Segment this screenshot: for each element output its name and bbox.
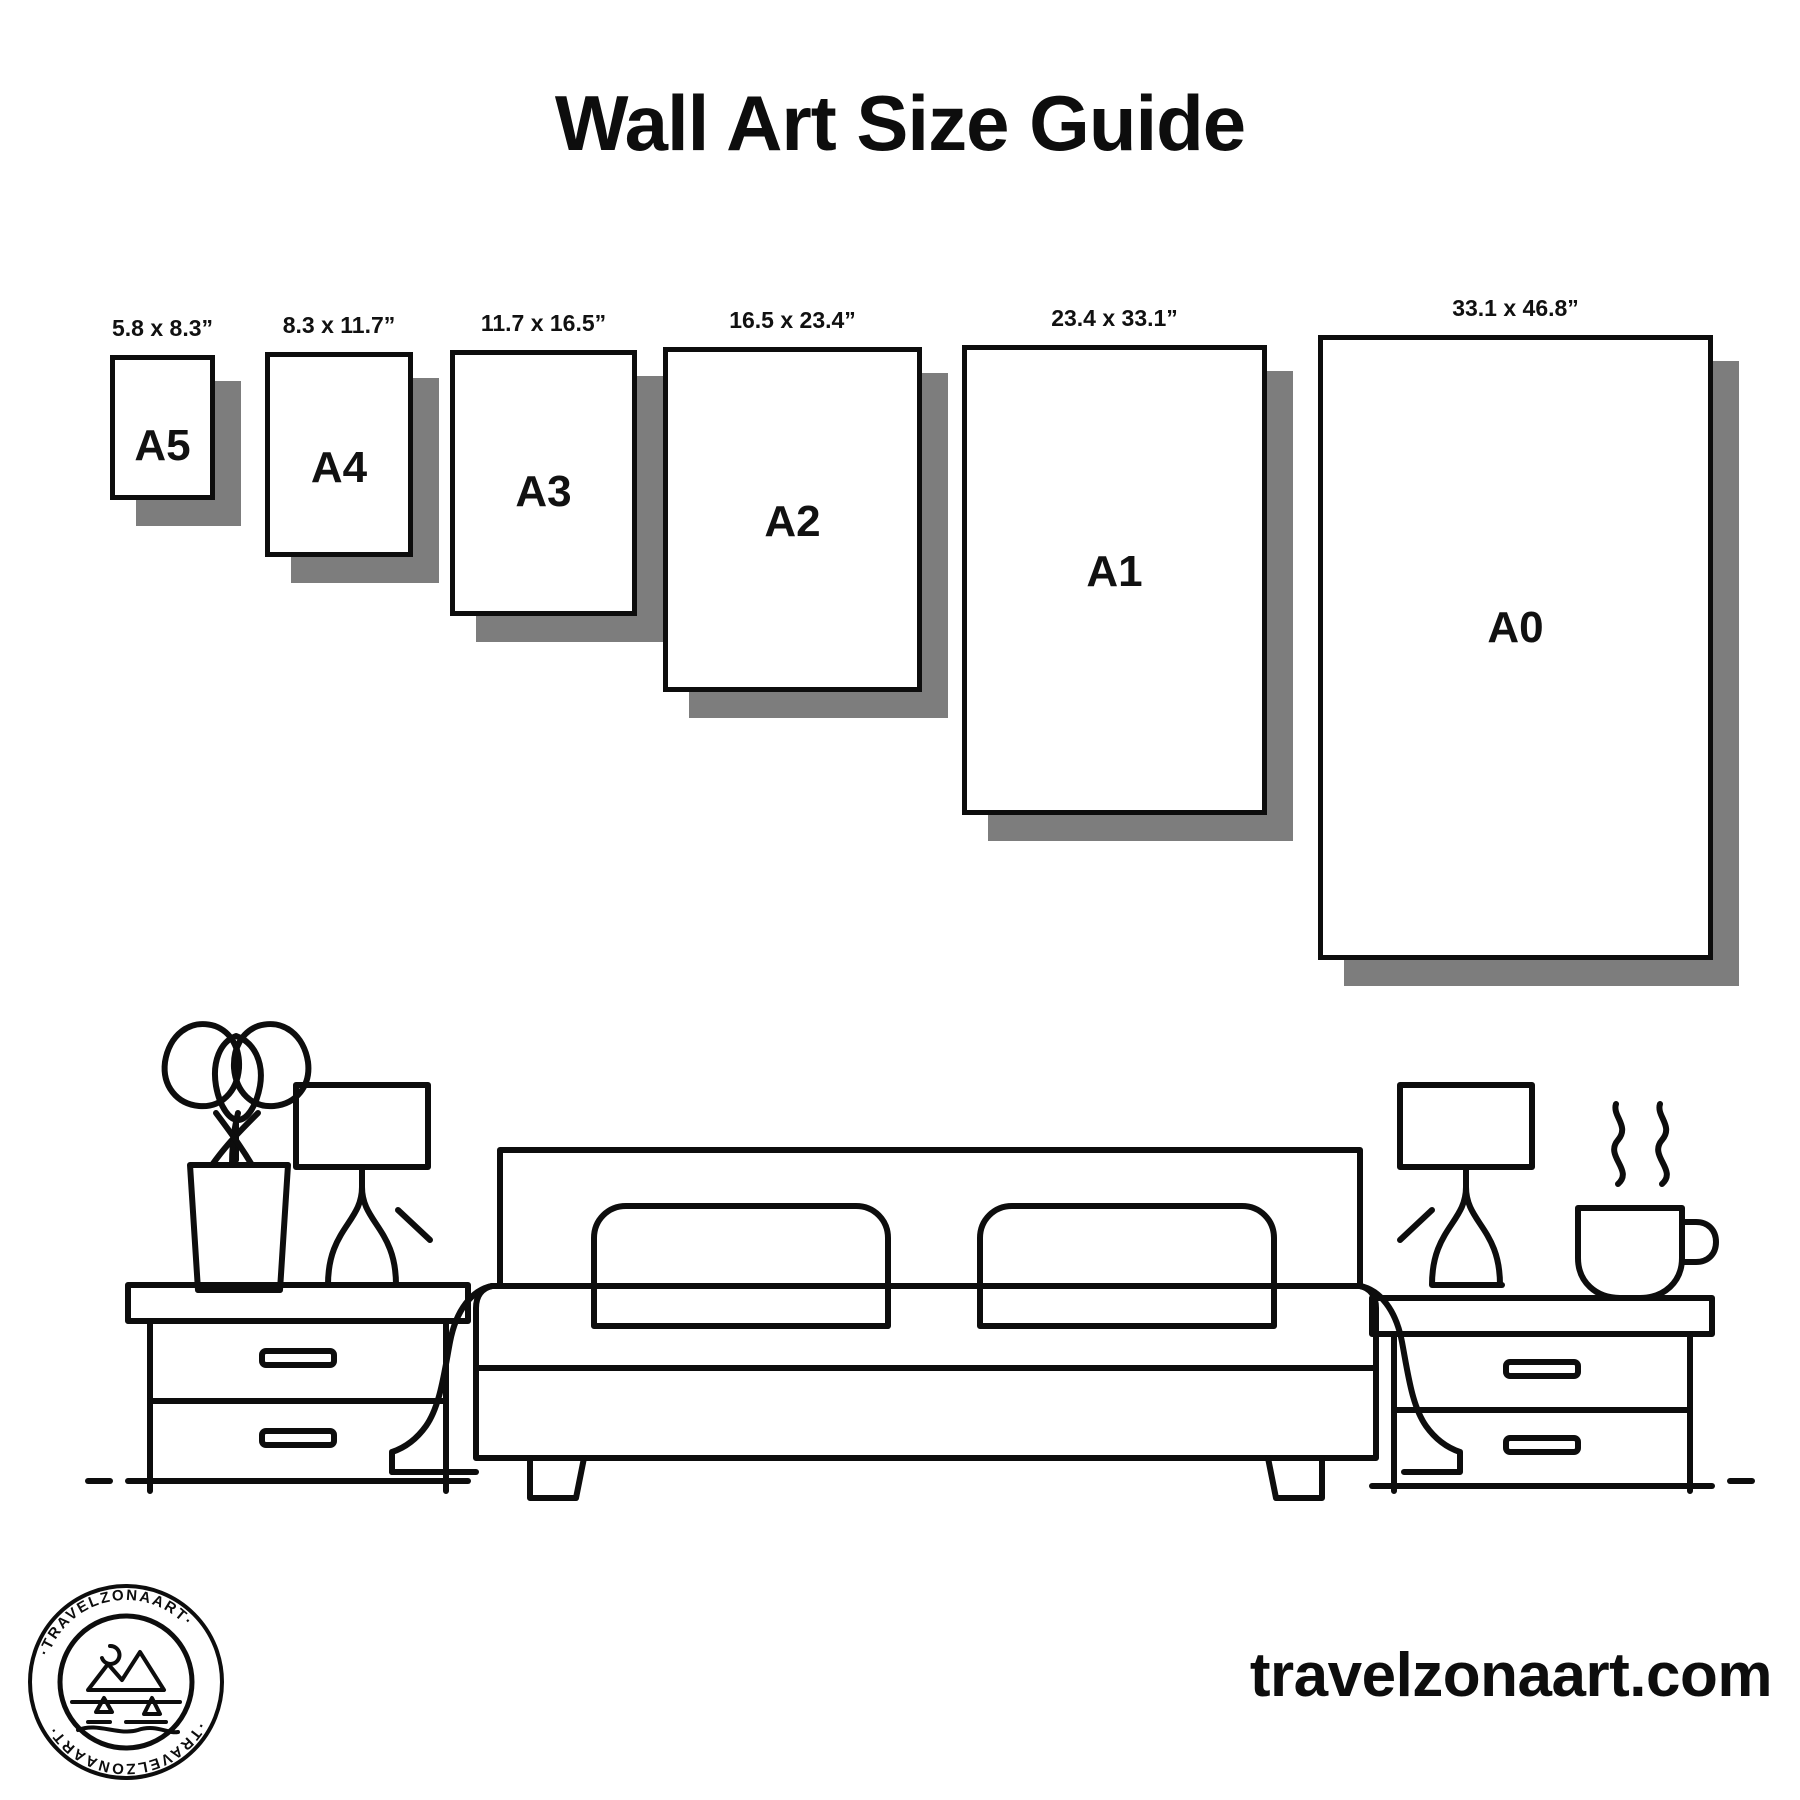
bedroom-illustration <box>0 960 1800 1520</box>
frame-size-name: A2 <box>764 496 821 546</box>
frame-a2[interactable] <box>663 307 922 692</box>
frame-box[interactable] <box>962 345 1267 815</box>
frame-dimensions-label: 23.4 x 33.1” <box>1051 305 1178 331</box>
page-title: Wall Art Size Guide <box>554 79 1246 167</box>
frame-dimensions-label: 16.5 x 23.4” <box>729 307 856 333</box>
frame-size-name: A1 <box>1086 547 1143 597</box>
frame-a3[interactable] <box>450 310 637 616</box>
site-url[interactable]: travelzonaart.com <box>1249 1641 1772 1710</box>
logo-inner-text: ·TRAVELZONAART· <box>44 1719 210 1778</box>
frame-box[interactable] <box>110 355 215 500</box>
frame-size-name: A0 <box>1487 602 1544 652</box>
frame-size-name: A4 <box>310 443 368 493</box>
plant-icon <box>165 1024 309 1290</box>
coffee-cup-icon <box>1578 1104 1716 1298</box>
logo-outer-text: ·TRAVELZONAART· <box>35 1586 197 1659</box>
nightstand-right-icon <box>1372 1298 1752 1491</box>
frame-a4[interactable] <box>265 312 413 557</box>
frame-dimensions-label: 33.1 x 46.8” <box>1452 295 1579 321</box>
frame-dimensions-label: 8.3 x 11.7” <box>282 312 396 338</box>
brand-logo-icon <box>26 1582 226 1782</box>
frame-box[interactable] <box>663 347 922 692</box>
lamp-right-icon <box>1400 1085 1532 1285</box>
frame-a1[interactable] <box>962 305 1267 815</box>
frame-box[interactable] <box>1318 335 1713 960</box>
bed-icon <box>392 1150 1460 1498</box>
frame-dimensions-label: 11.7 x 16.5” <box>480 310 607 336</box>
frame-box[interactable] <box>265 352 413 557</box>
nightstand-left-icon <box>88 1285 468 1491</box>
frame-size-name: A3 <box>515 466 572 516</box>
frame-box[interactable] <box>450 350 637 616</box>
lamp-left-icon <box>296 1085 430 1285</box>
frame-a0[interactable] <box>1318 295 1713 960</box>
frame-a5[interactable] <box>110 315 215 500</box>
frame-dimensions-label: 5.8 x 8.3” <box>111 315 214 341</box>
frame-size-name: A5 <box>134 420 191 470</box>
